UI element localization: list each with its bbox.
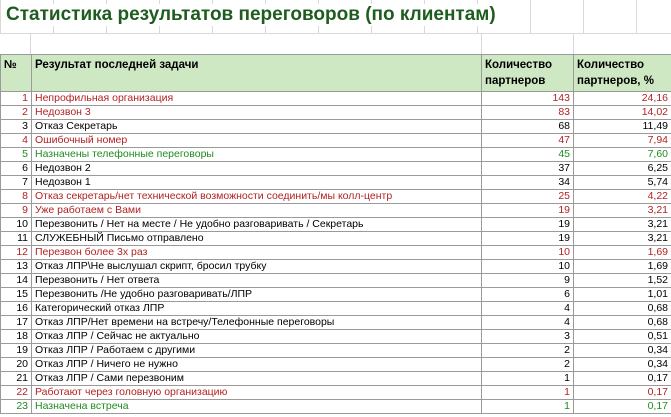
- table-row: [1, 176, 671, 190]
- cell-percent[interactable]: 1,01: [574, 288, 671, 302]
- cell-result[interactable]: Отказ ЛПР\Не выслушал скрипт, бросил трубку: [32, 260, 482, 274]
- cell-result[interactable]: Уже работаем с Вами: [32, 204, 482, 218]
- table-row: [1, 400, 671, 414]
- cell-count[interactable]: 68: [482, 120, 574, 134]
- cell-count[interactable]: 143: [482, 92, 574, 106]
- cell-count[interactable]: 10: [482, 246, 574, 260]
- cell-result[interactable]: СЛУЖЕБНЫЙ Письмо отправлено: [32, 232, 482, 246]
- cell-result[interactable]: Работают через головную организацию: [32, 386, 482, 400]
- table-row: [1, 288, 671, 302]
- cell-percent[interactable]: 6,25: [574, 162, 671, 176]
- cell-count[interactable]: 83: [482, 106, 574, 120]
- cell-result[interactable]: Назначены телефонные переговоры: [32, 148, 482, 162]
- cell-num[interactable]: 10: [1, 218, 32, 232]
- cell-result[interactable]: Ошибочный номер: [32, 134, 482, 148]
- cell-count[interactable]: 1: [482, 386, 574, 400]
- table-row: [1, 316, 671, 330]
- cell-num[interactable]: 15: [1, 288, 32, 302]
- cell-result[interactable]: Перезвон более 3х раз: [32, 246, 482, 260]
- cell-count[interactable]: 9: [482, 274, 574, 288]
- table-row: [1, 330, 671, 344]
- cell-num[interactable]: 7: [1, 176, 32, 190]
- cell-num[interactable]: 8: [1, 190, 32, 204]
- cell-percent[interactable]: 5,74: [574, 176, 671, 190]
- table-row: [1, 358, 671, 372]
- cell-percent[interactable]: 24,16: [574, 92, 671, 106]
- cell-num[interactable]: 18: [1, 330, 32, 344]
- cell-count[interactable]: 4: [482, 316, 574, 330]
- table-row: [1, 106, 671, 120]
- cell-count[interactable]: 19: [482, 218, 574, 232]
- table-row: [1, 372, 671, 386]
- cell-num[interactable]: 5: [1, 148, 32, 162]
- cell-percent[interactable]: 1,52: [574, 274, 671, 288]
- cell-count[interactable]: 45: [482, 148, 574, 162]
- cell-percent[interactable]: 3,21: [574, 218, 671, 232]
- cell-num[interactable]: 13: [1, 260, 32, 274]
- cell-result[interactable]: Непрофильная организация: [32, 92, 482, 106]
- cell-percent[interactable]: 3,21: [574, 204, 671, 218]
- cell-percent[interactable]: 0,68: [574, 316, 671, 330]
- table-row: [1, 302, 671, 316]
- table-row: [1, 260, 671, 274]
- cell-result[interactable]: Отказ ЛПР / Работаем с другими: [32, 344, 482, 358]
- cell-result[interactable]: Назначена встреча: [32, 400, 482, 414]
- cell-result[interactable]: Недозвон 2: [32, 162, 482, 176]
- cell-count[interactable]: 6: [482, 288, 574, 302]
- cell-num[interactable]: 21: [1, 372, 32, 386]
- cell-num[interactable]: 20: [1, 358, 32, 372]
- cell-num[interactable]: 4: [1, 134, 32, 148]
- cell-result[interactable]: Перезвонить / Нет ответа: [32, 274, 482, 288]
- cell-result[interactable]: Отказ ЛПР/Нет времени на встречу/Телефонные переговоры: [32, 316, 482, 330]
- table-row: [1, 190, 671, 204]
- table-row: [1, 120, 671, 134]
- cell-percent[interactable]: 0,17: [574, 372, 671, 386]
- cell-result[interactable]: Перезвонить / Нет на месте / Не удобно разговаривать / Секретарь: [32, 218, 482, 232]
- cell-percent[interactable]: 0,34: [574, 358, 671, 372]
- cell-count[interactable]: 25: [482, 190, 574, 204]
- cell-num[interactable]: 1: [1, 92, 32, 106]
- table-row: [1, 232, 671, 246]
- cell-result[interactable]: Отказ секретарь/нет технической возможности соединить/мы колл-центр: [32, 190, 482, 204]
- cell-percent[interactable]: 7,94: [574, 134, 671, 148]
- cell-percent[interactable]: 0,17: [574, 400, 671, 414]
- cell-result[interactable]: Отказ Секретарь: [32, 120, 482, 134]
- cell-num[interactable]: 14: [1, 274, 32, 288]
- cell-num[interactable]: 16: [1, 302, 32, 316]
- cell-count[interactable]: 2: [482, 358, 574, 372]
- table-row: [1, 246, 671, 260]
- cell-num[interactable]: 11: [1, 232, 32, 246]
- cell-count[interactable]: 10: [482, 260, 574, 274]
- cell-num[interactable]: 9: [1, 204, 32, 218]
- title-row: [0, 0, 671, 33]
- cell-percent[interactable]: 3,21: [574, 232, 671, 246]
- header-percent[interactable]: Количество партнеров, %: [574, 55, 671, 92]
- cell-count[interactable]: 19: [482, 204, 574, 218]
- cell-percent[interactable]: 1,69: [574, 260, 671, 274]
- cell-num[interactable]: 2: [1, 106, 32, 120]
- cell-num[interactable]: 19: [1, 344, 32, 358]
- blank-row: [0, 33, 671, 55]
- cell-percent[interactable]: 0,34: [574, 344, 671, 358]
- cell-count[interactable]: 19: [482, 232, 574, 246]
- cell-num[interactable]: 3: [1, 120, 32, 134]
- header-num[interactable]: №: [1, 55, 32, 92]
- cell-percent[interactable]: 0,51: [574, 330, 671, 344]
- cell-result[interactable]: Категорический отказ ЛПР: [32, 302, 482, 316]
- table-row: [1, 204, 671, 218]
- table-row: [1, 148, 671, 162]
- cell-count[interactable]: 34: [482, 176, 574, 190]
- cell-count[interactable]: 47: [482, 134, 574, 148]
- cell-num[interactable]: 23: [1, 400, 32, 414]
- table-row: [1, 344, 671, 358]
- header-count[interactable]: Количество партнеров: [482, 55, 574, 92]
- cell-count[interactable]: 1: [482, 400, 574, 414]
- cell-result[interactable]: Отказ ЛПР / Сейчас не актуально: [32, 330, 482, 344]
- table-row: [1, 134, 671, 148]
- table-row: [1, 386, 671, 400]
- table-row: [1, 162, 671, 176]
- cell-result[interactable]: Перезвонить /Не удобно разговаривать/ЛПР: [32, 288, 482, 302]
- cell-count[interactable]: 4: [482, 302, 574, 316]
- cell-num[interactable]: 6: [1, 162, 32, 176]
- table-row: [1, 274, 671, 288]
- sheet-title[interactable]: Статистика результатов переговоров (по клиентам): [6, 4, 496, 25]
- cell-num[interactable]: 12: [1, 246, 32, 260]
- cell-count[interactable]: 37: [482, 162, 574, 176]
- cell-percent[interactable]: 0,17: [574, 386, 671, 400]
- cell-num[interactable]: 22: [1, 386, 32, 400]
- cell-num[interactable]: 17: [1, 316, 32, 330]
- cell-count[interactable]: 3: [482, 330, 574, 344]
- cell-percent[interactable]: 14,02: [574, 106, 671, 120]
- cell-result[interactable]: Недозвон 1: [32, 176, 482, 190]
- cell-percent[interactable]: 11,49: [574, 120, 671, 134]
- cell-result[interactable]: Отказ ЛПР / Сами перезвоним: [32, 372, 482, 386]
- cell-count[interactable]: 2: [482, 344, 574, 358]
- cell-count[interactable]: 1: [482, 372, 574, 386]
- cell-percent[interactable]: 7,60: [574, 148, 671, 162]
- header-row: [1, 55, 671, 92]
- table-row: [1, 218, 671, 232]
- cell-percent[interactable]: 0,68: [574, 302, 671, 316]
- cell-percent[interactable]: 1,69: [574, 246, 671, 260]
- table-row: [1, 92, 671, 106]
- results-table: [0, 54, 671, 414]
- header-result[interactable]: Результат последней задачи: [32, 55, 482, 92]
- cell-percent[interactable]: 4,22: [574, 190, 671, 204]
- cell-result[interactable]: Отказ ЛПР / Ничего не нужно: [32, 358, 482, 372]
- cell-result[interactable]: Недозвон 3: [32, 106, 482, 120]
